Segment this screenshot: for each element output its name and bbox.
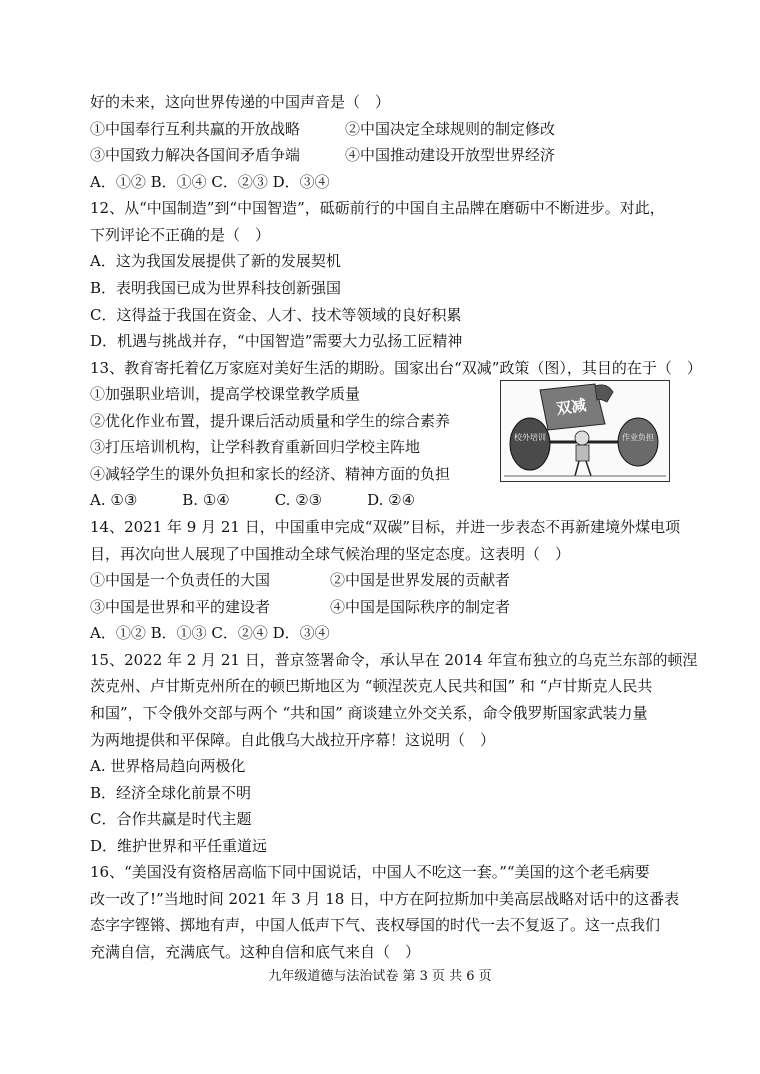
q16-stem-line-1: 16、“美国没有资格居高临下同中国说话，中国人不吃这一套。”“美国的这个老毛病要 — [90, 863, 650, 881]
right-weight — [618, 418, 658, 466]
q15-choice-d: D．维护世界和平任重道远 — [90, 837, 268, 855]
q16-stem-line-2: 改一改了!”当地时间 2021 年 3 月 18 日，中方在阿拉斯加中美高层战略对话中的这番表 — [90, 890, 680, 908]
right-weight-label: 作业负担 — [622, 433, 654, 442]
q13-stem: 13、教育寄托着亿万家庭对美好生活的期盼。国家出台“双减”政策（图），其目的在于（ ） — [90, 359, 702, 377]
q15-choice-b: B．经济全球化前景不明 — [90, 784, 252, 802]
q12-choice-c: C．这得益于我国在资金、人才、技术等领域的良好积累 — [90, 306, 462, 324]
page-footer: 九年级道德与法治试卷 第 3 页 共 6 页 — [268, 969, 492, 984]
q16-stem-line-3: 态字字铿锵、掷地有声，中国人低声下气、丧权辱国的时代一去不复返了。这一点我们 — [90, 916, 661, 934]
q15-choice-a: A. 世界格局趋向两极化 — [90, 757, 246, 775]
q12-stem-line-1: 12、从“中国制造”到“中国智造”，砥砺前行的中国自主品牌在磨砺中不断进步。对此， — [90, 199, 665, 217]
q14-option-3: ③中国是世界和平的建设者 — [90, 598, 271, 616]
q14-choices: A．①② B．①③ C．②④ D．③④ — [90, 624, 330, 642]
q13-option-2: ②优化作业布置，提升课后活动质量和学生的综合素养 — [90, 412, 451, 430]
q12-choice-a: A．这为我国发展提供了新的发展契机 — [90, 252, 341, 270]
double-reduction-cartoon — [500, 380, 670, 482]
q13-option-4: ④减轻学生的课外负担和家长的经济、精神方面的负担 — [90, 465, 451, 483]
q11-choices: A．①② B．①④ C．②③ D．③④ — [90, 173, 330, 191]
q12-choice-d: D．机遇与挑战并存，“中国智造”需要大力弘扬工匠精神 — [90, 332, 463, 350]
q14-stem-line-1: 14、2021 年 9 月 21 日，中国重申完成“双碳”目标，并进一步表态不再新建境外煤电项 — [90, 518, 681, 536]
q13-choices: A. ①③ B. ①④ C. ②③ D. ②④ — [90, 491, 416, 509]
block-label: 双减 — [555, 396, 588, 419]
q12-stem-line-2: 下列评论不正确的是（ ） — [90, 226, 271, 244]
q14-option-4: ④中国是国际秩序的制定者 — [330, 598, 511, 616]
q13-option-1: ①加强职业培训，提高学校课堂教学质量 — [90, 385, 361, 403]
q11-option-1: ①中国奉行互利共赢的开放战略 — [90, 120, 301, 138]
q13-option-3: ③打压培训机构，让学科教育重新回归学校主阵地 — [90, 438, 421, 456]
q15-stem-line-2: 茨克州、卢甘斯克州所在的顿巴斯地区为 “顿涅茨克人民共和国” 和 “卢甘斯克人民共 — [90, 677, 653, 695]
q11-stem-tail: 好的未来，这向世界传递的中国声音是（ ） — [90, 93, 391, 111]
q14-option-2: ②中国是世界发展的贡献者 — [330, 571, 511, 589]
q11-option-4: ④中国推动建设开放型世界经济 — [345, 146, 556, 164]
left-weight — [510, 418, 550, 470]
q11-option-2: ②中国决定全球规则的制定修改 — [345, 120, 556, 138]
q15-stem-line-1: 15、2022 年 2 月 21 日，普京签署命令，承认早在 2014 年宣布独立的乌克兰东部的顿涅 — [90, 651, 698, 669]
q11-option-3: ③中国致力解决各国间矛盾争端 — [90, 146, 301, 164]
q14-option-1: ①中国是一个负责任的大国 — [90, 571, 271, 589]
q15-stem-line-3: 和国”，下令俄外交部与两个 “共和国” 商谈建立外交关系，命令俄罗斯国家武装力量 — [90, 704, 648, 722]
q12-choice-b: B．表明我国已成为世界科技创新强国 — [90, 279, 342, 297]
left-weight-label: 校外培训 — [514, 433, 546, 442]
q15-choice-c: C．合作共赢是时代主题 — [90, 810, 252, 828]
q15-stem-line-4: 为两地提供和平保障。自此俄乌大战拉开序幕！这说明（ ） — [90, 731, 496, 749]
q16-stem-line-4: 充满自信，充满底气。这种自信和底气来自（ ） — [90, 943, 421, 961]
q14-stem-line-2: 目，再次向世人展现了中国推动全球气候治理的坚定态度。这表明（ ） — [90, 545, 571, 563]
policy-block — [540, 384, 605, 430]
